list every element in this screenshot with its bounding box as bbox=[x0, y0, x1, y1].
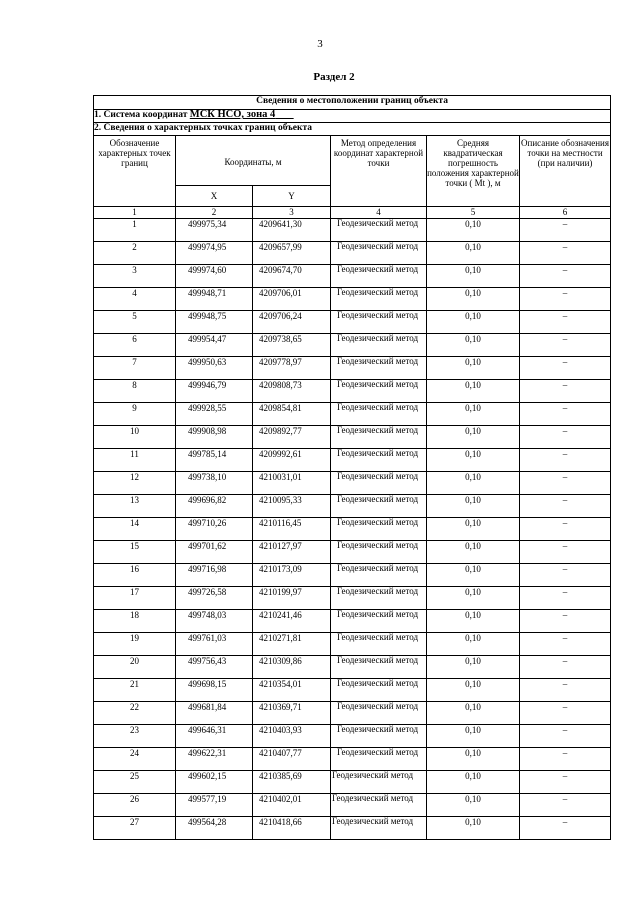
accuracy: 0,10 bbox=[427, 449, 520, 472]
coord-x: 499564,28 bbox=[176, 817, 253, 840]
section-title: Раздел 2 bbox=[313, 71, 355, 83]
point-id: 3 bbox=[94, 265, 176, 288]
point-id: 14 bbox=[94, 518, 176, 541]
method: Геодезический метод bbox=[331, 380, 427, 403]
point-id: 22 bbox=[94, 702, 176, 725]
coord-y: 4209992,61 bbox=[253, 449, 331, 472]
method: Геодезический метод bbox=[331, 748, 427, 771]
description: – bbox=[520, 610, 611, 633]
table-row bbox=[94, 495, 611, 518]
table-row bbox=[94, 725, 611, 748]
point-id: 13 bbox=[94, 495, 176, 518]
header-designation: Обозначение характерных точек границ bbox=[94, 136, 176, 207]
column-number: 1 bbox=[94, 207, 176, 219]
method: Геодезический метод bbox=[331, 472, 427, 495]
coord-y: 4210369,71 bbox=[253, 702, 331, 725]
boundary-points-table bbox=[93, 95, 611, 840]
accuracy: 0,10 bbox=[427, 311, 520, 334]
method: Геодезический метод bbox=[331, 518, 427, 541]
method: Геодезический метод bbox=[331, 219, 427, 242]
point-id: 19 bbox=[94, 633, 176, 656]
point-id: 4 bbox=[94, 288, 176, 311]
coord-y: 4209657,99 bbox=[253, 242, 331, 265]
table-row bbox=[94, 288, 611, 311]
column-numbers-row bbox=[94, 207, 611, 219]
coord-y: 4209892,77 bbox=[253, 426, 331, 449]
column-number: 5 bbox=[427, 207, 520, 219]
coord-x: 499785,14 bbox=[176, 449, 253, 472]
point-id: 26 bbox=[94, 794, 176, 817]
table-row bbox=[94, 357, 611, 380]
coord-y: 4209641,30 bbox=[253, 219, 331, 242]
header-y: Y bbox=[253, 186, 331, 207]
accuracy: 0,10 bbox=[427, 518, 520, 541]
description: – bbox=[520, 748, 611, 771]
coord-y: 4210127,97 bbox=[253, 541, 331, 564]
coord-x: 499948,71 bbox=[176, 288, 253, 311]
column-number: 6 bbox=[520, 207, 611, 219]
method: Геодезический метод bbox=[331, 587, 427, 610]
description: – bbox=[520, 288, 611, 311]
accuracy: 0,10 bbox=[427, 426, 520, 449]
description: – bbox=[520, 495, 611, 518]
accuracy: 0,10 bbox=[427, 403, 520, 426]
coordinate-system-row bbox=[94, 110, 611, 123]
method: Геодезический метод bbox=[331, 679, 427, 702]
method: Геодезический метод bbox=[331, 334, 427, 357]
point-id: 12 bbox=[94, 472, 176, 495]
coord-x: 499696,82 bbox=[176, 495, 253, 518]
coordinate-system-label: 1. Система координат bbox=[94, 110, 188, 120]
coord-y: 4209854,81 bbox=[253, 403, 331, 426]
coord-x: 499710,26 bbox=[176, 518, 253, 541]
method: Геодезический метод bbox=[331, 564, 427, 587]
point-id: 6 bbox=[94, 334, 176, 357]
method: Геодезический метод bbox=[331, 426, 427, 449]
table-row bbox=[94, 449, 611, 472]
coord-y: 4210402,01 bbox=[253, 794, 331, 817]
coord-y: 4210116,45 bbox=[253, 518, 331, 541]
method: Геодезический метод bbox=[331, 771, 427, 794]
accuracy: 0,10 bbox=[427, 656, 520, 679]
coord-x: 499748,03 bbox=[176, 610, 253, 633]
table-row bbox=[94, 426, 611, 449]
point-id: 18 bbox=[94, 610, 176, 633]
accuracy: 0,10 bbox=[427, 702, 520, 725]
coord-x: 499646,31 bbox=[176, 725, 253, 748]
table-row bbox=[94, 219, 611, 242]
method: Геодезический метод bbox=[331, 702, 427, 725]
table-row bbox=[94, 403, 611, 426]
coord-x: 499701,62 bbox=[176, 541, 253, 564]
accuracy: 0,10 bbox=[427, 288, 520, 311]
description: – bbox=[520, 679, 611, 702]
point-id: 20 bbox=[94, 656, 176, 679]
table-row bbox=[94, 334, 611, 357]
description: – bbox=[520, 334, 611, 357]
table-title: Сведения о местоположении границ объекта bbox=[94, 96, 611, 110]
table-row bbox=[94, 541, 611, 564]
table-row bbox=[94, 633, 611, 656]
coord-x: 499738,10 bbox=[176, 472, 253, 495]
coord-y: 4209778,97 bbox=[253, 357, 331, 380]
point-id: 8 bbox=[94, 380, 176, 403]
description: – bbox=[520, 472, 611, 495]
coord-y: 4210241,46 bbox=[253, 610, 331, 633]
point-id: 2 bbox=[94, 242, 176, 265]
accuracy: 0,10 bbox=[427, 357, 520, 380]
accuracy: 0,10 bbox=[427, 725, 520, 748]
table-row bbox=[94, 518, 611, 541]
method: Геодезический метод bbox=[331, 449, 427, 472]
method: Геодезический метод bbox=[331, 403, 427, 426]
method: Геодезический метод bbox=[331, 610, 427, 633]
point-id: 21 bbox=[94, 679, 176, 702]
point-id: 9 bbox=[94, 403, 176, 426]
coord-x: 499761,03 bbox=[176, 633, 253, 656]
description: – bbox=[520, 656, 611, 679]
method: Геодезический метод bbox=[331, 265, 427, 288]
table-row bbox=[94, 794, 611, 817]
description: – bbox=[520, 633, 611, 656]
description: – bbox=[520, 357, 611, 380]
method: Геодезический метод bbox=[331, 633, 427, 656]
column-number: 3 bbox=[253, 207, 331, 219]
description: – bbox=[520, 541, 611, 564]
coord-y: 4210031,01 bbox=[253, 472, 331, 495]
coord-y: 4210354,01 bbox=[253, 679, 331, 702]
coord-x: 499928,55 bbox=[176, 403, 253, 426]
description: – bbox=[520, 380, 611, 403]
description: – bbox=[520, 817, 611, 840]
coord-x: 499602,15 bbox=[176, 771, 253, 794]
coord-x: 499698,15 bbox=[176, 679, 253, 702]
table-row bbox=[94, 311, 611, 334]
point-id: 5 bbox=[94, 311, 176, 334]
coord-y: 4210271,81 bbox=[253, 633, 331, 656]
description: – bbox=[520, 702, 611, 725]
coord-y: 4210403,93 bbox=[253, 725, 331, 748]
table-row bbox=[94, 265, 611, 288]
accuracy: 0,10 bbox=[427, 334, 520, 357]
description: – bbox=[520, 725, 611, 748]
coord-y: 4210173,09 bbox=[253, 564, 331, 587]
table-row bbox=[94, 472, 611, 495]
coord-x: 499954,47 bbox=[176, 334, 253, 357]
table-row bbox=[94, 564, 611, 587]
description: – bbox=[520, 426, 611, 449]
accuracy: 0,10 bbox=[427, 817, 520, 840]
header-method: Метод определения координат характерной точки bbox=[331, 136, 427, 207]
point-id: 16 bbox=[94, 564, 176, 587]
header-description: Описание обозначения точки на местности (при наличии) bbox=[520, 136, 611, 207]
point-id: 24 bbox=[94, 748, 176, 771]
coord-x: 499974,60 bbox=[176, 265, 253, 288]
coord-y: 4210095,33 bbox=[253, 495, 331, 518]
table-row bbox=[94, 380, 611, 403]
table-row bbox=[94, 587, 611, 610]
accuracy: 0,10 bbox=[427, 771, 520, 794]
coord-y: 4210385,69 bbox=[253, 771, 331, 794]
coord-x: 499908,98 bbox=[176, 426, 253, 449]
coord-x: 499756,43 bbox=[176, 656, 253, 679]
coord-y: 4209738,65 bbox=[253, 334, 331, 357]
point-id: 15 bbox=[94, 541, 176, 564]
description: – bbox=[520, 242, 611, 265]
description: – bbox=[520, 311, 611, 334]
accuracy: 0,10 bbox=[427, 495, 520, 518]
point-id: 1 bbox=[94, 219, 176, 242]
coord-x: 499948,75 bbox=[176, 311, 253, 334]
coord-y: 4210309,86 bbox=[253, 656, 331, 679]
table-row bbox=[94, 771, 611, 794]
coord-x: 499974,95 bbox=[176, 242, 253, 265]
description: – bbox=[520, 219, 611, 242]
column-number: 4 bbox=[331, 207, 427, 219]
header-coordinates: Координаты, м bbox=[176, 136, 331, 186]
method: Геодезический метод bbox=[331, 541, 427, 564]
coord-x: 499946,79 bbox=[176, 380, 253, 403]
table-row bbox=[94, 679, 611, 702]
table-row bbox=[94, 242, 611, 265]
method: Геодезический метод bbox=[331, 242, 427, 265]
method: Геодезический метод bbox=[331, 311, 427, 334]
description: – bbox=[520, 771, 611, 794]
accuracy: 0,10 bbox=[427, 380, 520, 403]
coord-x: 499622,31 bbox=[176, 748, 253, 771]
accuracy: 0,10 bbox=[427, 242, 520, 265]
accuracy: 0,10 bbox=[427, 541, 520, 564]
description: – bbox=[520, 794, 611, 817]
description: – bbox=[520, 449, 611, 472]
point-id: 23 bbox=[94, 725, 176, 748]
method: Геодезический метод bbox=[331, 817, 427, 840]
method: Геодезический метод bbox=[331, 725, 427, 748]
header-x: X bbox=[176, 186, 253, 207]
accuracy: 0,10 bbox=[427, 748, 520, 771]
accuracy: 0,10 bbox=[427, 472, 520, 495]
accuracy: 0,10 bbox=[427, 794, 520, 817]
table-row bbox=[94, 610, 611, 633]
point-id: 25 bbox=[94, 771, 176, 794]
coord-y: 4210407,77 bbox=[253, 748, 331, 771]
table-row bbox=[94, 817, 611, 840]
accuracy: 0,10 bbox=[427, 564, 520, 587]
point-id: 17 bbox=[94, 587, 176, 610]
coord-x: 499716,98 bbox=[176, 564, 253, 587]
point-id: 7 bbox=[94, 357, 176, 380]
coordinate-system-value: МСК НСО, зона 4 bbox=[189, 109, 276, 120]
description: – bbox=[520, 564, 611, 587]
accuracy: 0,10 bbox=[427, 610, 520, 633]
column-number: 2 bbox=[176, 207, 253, 219]
description: – bbox=[520, 587, 611, 610]
points-section-label: 2. Сведения о характерных точках границ объекта bbox=[94, 123, 611, 136]
coord-y: 4209706,24 bbox=[253, 311, 331, 334]
description: – bbox=[520, 403, 611, 426]
coord-y: 4209706,01 bbox=[253, 288, 331, 311]
coord-x: 499950,63 bbox=[176, 357, 253, 380]
accuracy: 0,10 bbox=[427, 219, 520, 242]
table-row bbox=[94, 656, 611, 679]
point-id: 11 bbox=[94, 449, 176, 472]
coord-x: 499975,34 bbox=[176, 219, 253, 242]
coord-x: 499681,84 bbox=[176, 702, 253, 725]
coord-y: 4209808,73 bbox=[253, 380, 331, 403]
coord-x: 499577,19 bbox=[176, 794, 253, 817]
description: – bbox=[520, 518, 611, 541]
method: Геодезический метод bbox=[331, 288, 427, 311]
coord-y: 4210418,66 bbox=[253, 817, 331, 840]
table-row bbox=[94, 748, 611, 771]
method: Геодезический метод bbox=[331, 357, 427, 380]
point-id: 27 bbox=[94, 817, 176, 840]
header-accuracy: Средняя квадратическая погрешность положения характерной точки ( Mt ), м bbox=[427, 136, 520, 207]
coord-x: 499726,58 bbox=[176, 587, 253, 610]
accuracy: 0,10 bbox=[427, 265, 520, 288]
table-row bbox=[94, 702, 611, 725]
point-id: 10 bbox=[94, 426, 176, 449]
page-number: 3 bbox=[317, 38, 323, 50]
coord-y: 4210199,97 bbox=[253, 587, 331, 610]
accuracy: 0,10 bbox=[427, 587, 520, 610]
coord-y: 4209674,70 bbox=[253, 265, 331, 288]
accuracy: 0,10 bbox=[427, 633, 520, 656]
method: Геодезический метод bbox=[331, 495, 427, 518]
description: – bbox=[520, 265, 611, 288]
method: Геодезический метод bbox=[331, 656, 427, 679]
method: Геодезический метод bbox=[331, 794, 427, 817]
accuracy: 0,10 bbox=[427, 679, 520, 702]
